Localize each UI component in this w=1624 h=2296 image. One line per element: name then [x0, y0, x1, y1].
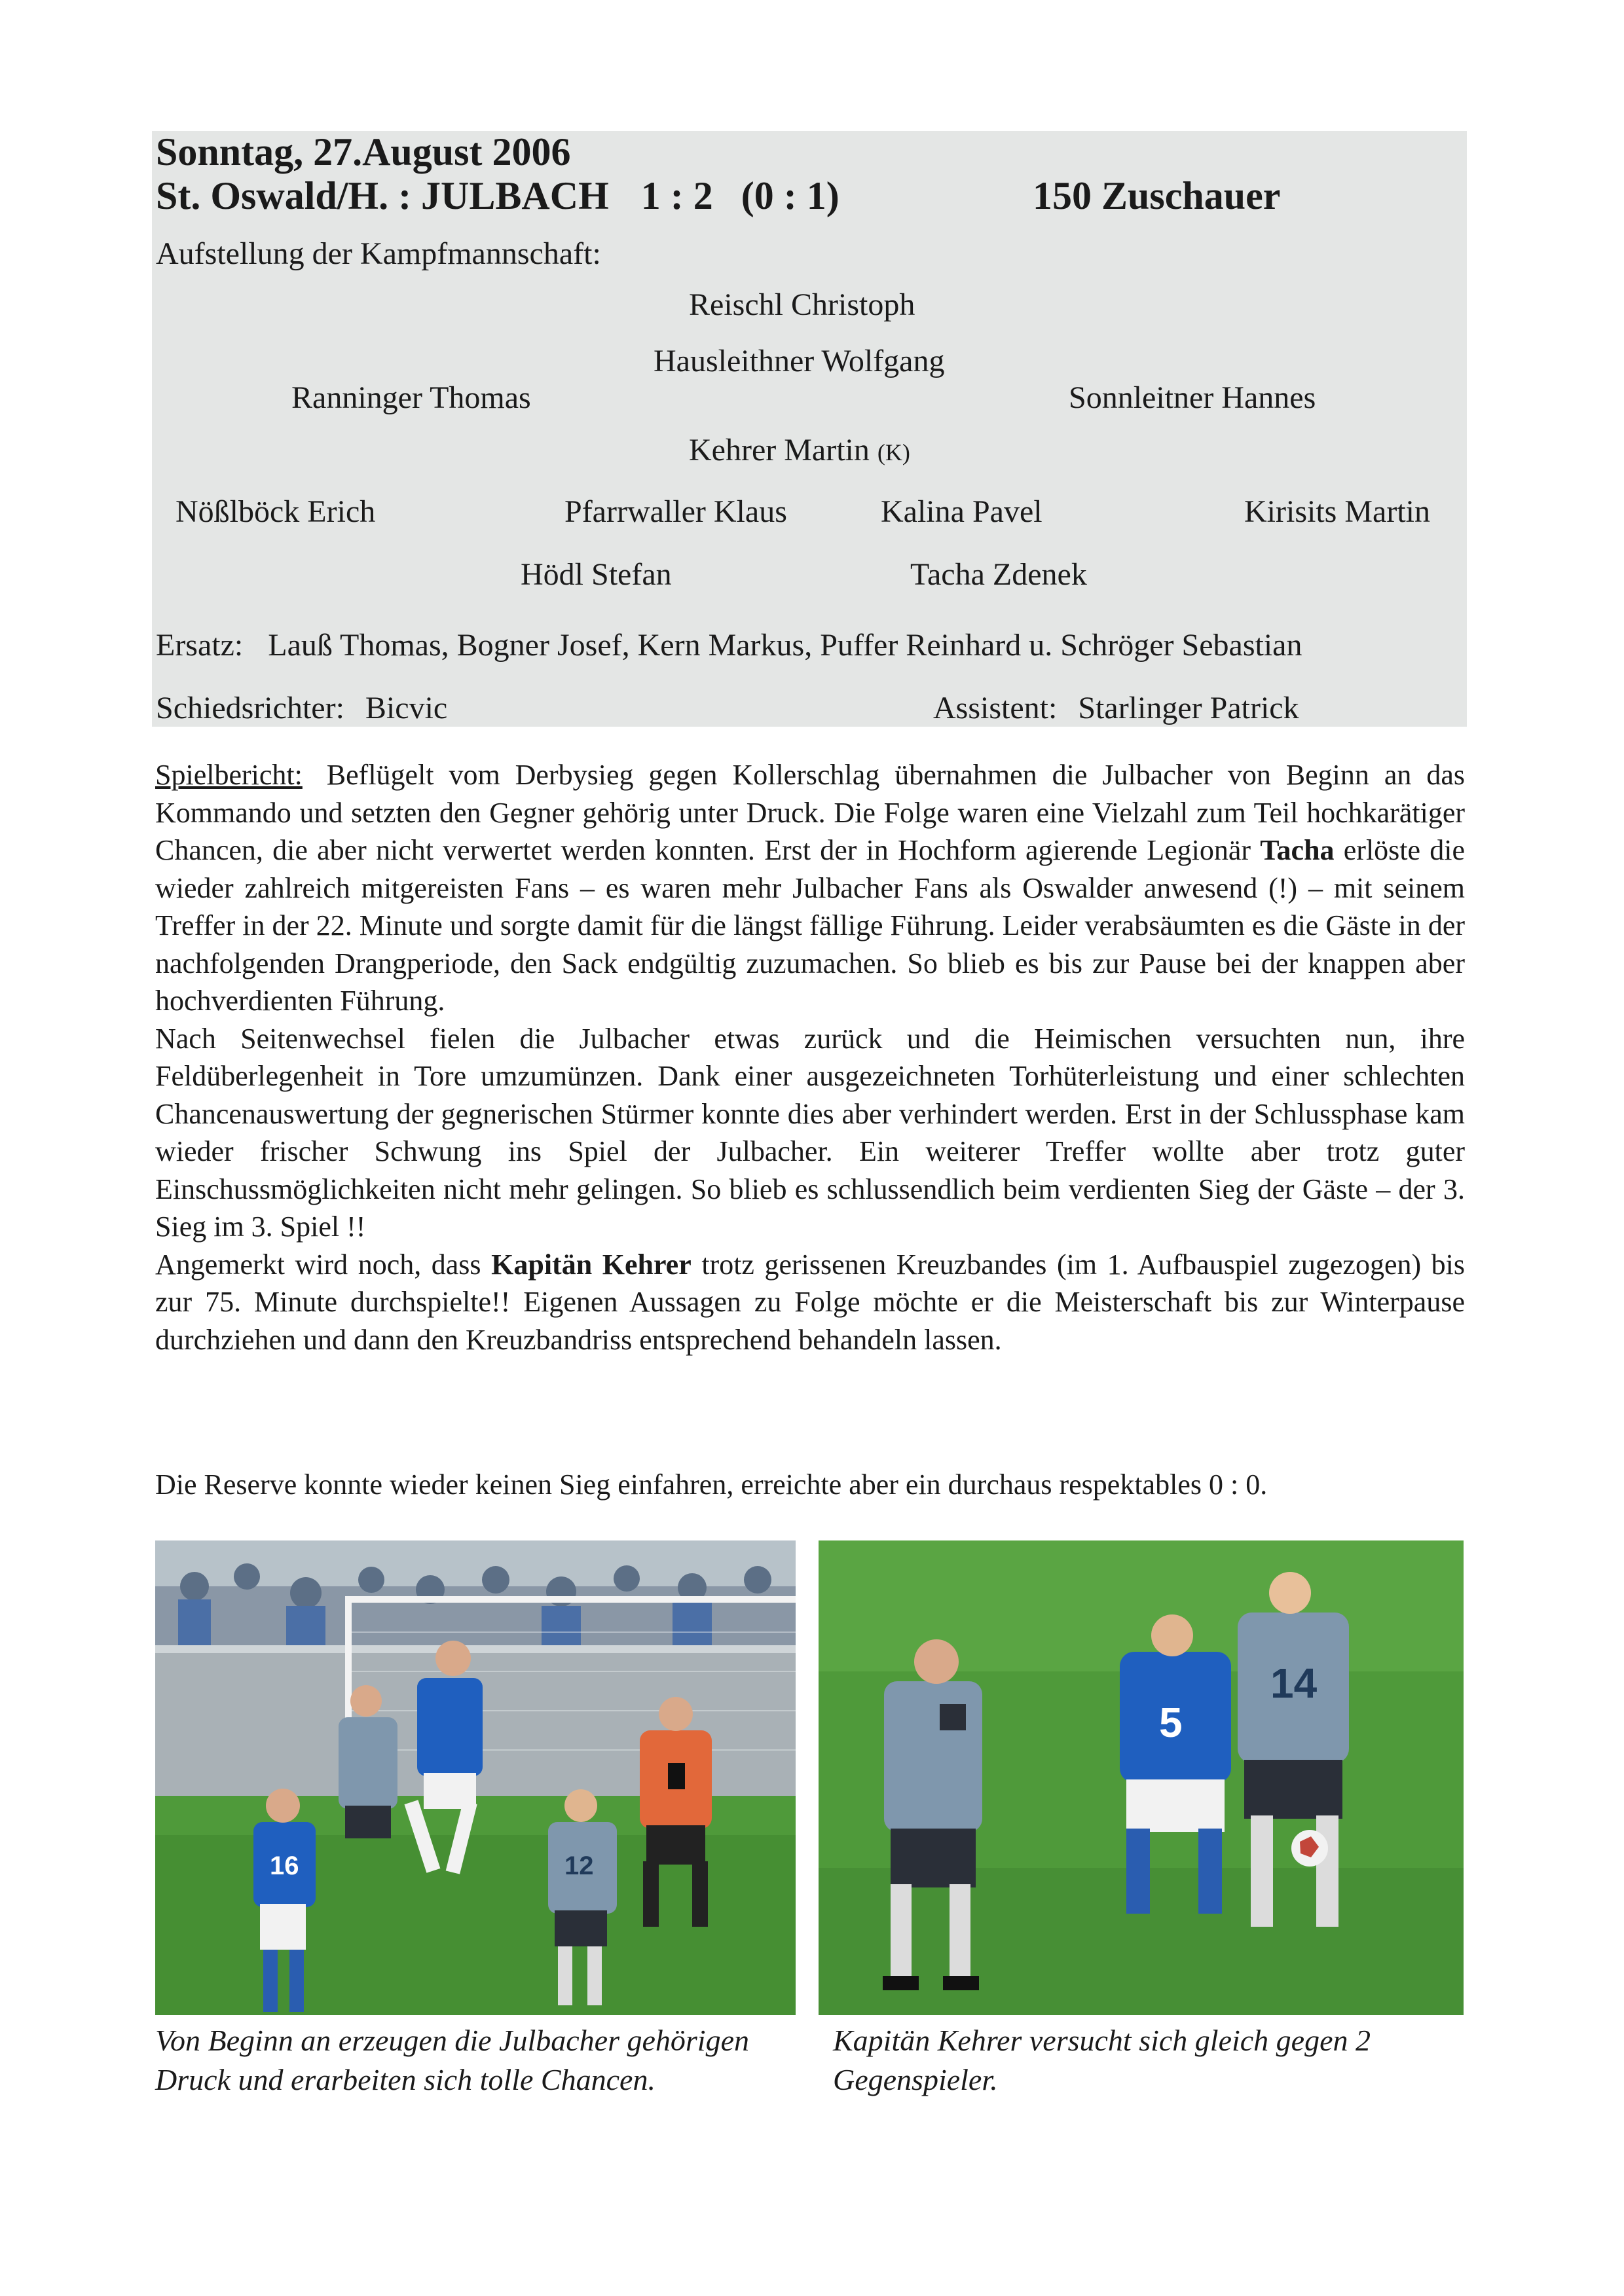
- report-highlight-tacha: Tacha: [1260, 834, 1335, 866]
- player-forward-2: Tacha Zdenek: [910, 557, 1087, 592]
- lineup-title: Aufstellung der Kampfmannschaft:: [156, 236, 601, 271]
- report-paragraph-2: Nach Seitenwechsel fielen die Julbacher etwas zurück und die Heimischen versuchten nun, ihre Feldüberlegenheit in Tore umzumünzen. Dank einer ausgezeichneten Torhüterleistung und einer schlechten Chancenauswertung der gegnerischen Stürmer konnte dies aber verhindert werden. Erst in der Schlussphase kam wieder frischer Schwung ins Spiel der Julbacher. Ein weiterer Treffer wollte aber trotz guter Einschussmöglichkeiten nicht mehr gelingen. So blieb es schlussendlich beim verdienten Sieg der Gäste – der 3. Sieg im 3. Spiel !!: [155, 1022, 1465, 1243]
- player-left-defender: Ranninger Thomas: [291, 380, 531, 415]
- spectator-count: 150 Zuschauer: [1033, 174, 1281, 217]
- shirt-number-14: 14: [1270, 1660, 1318, 1707]
- match-teams: St. Oswald/H. : JULBACH: [156, 174, 609, 217]
- player-mid-4: Kirisits Martin: [1244, 494, 1430, 529]
- photo-caption-2: Kapitän Kehrer versucht sich gleich gegen 2 Gegenspieler.: [833, 2024, 1371, 2096]
- player-sweeper: Hausleithner Wolfgang: [654, 344, 945, 378]
- player-captain: [689, 432, 910, 468]
- reserve-result: Die Reserve konnte wieder keinen Sieg einfahren, erreichte aber ein durchaus respektables 0 : 0.: [155, 1468, 1268, 1501]
- player-forward-1: Hödl Stefan: [521, 557, 672, 592]
- assistant-label: Assistent:: [933, 691, 1058, 725]
- referee-label: Schiedsrichter:: [156, 691, 344, 725]
- substitutes-names: Lauß Thomas, Bogner Josef, Kern Markus, Puffer Reinhard u. Schröger Sebastian: [268, 628, 1302, 663]
- shirt-number-16: 16: [270, 1851, 299, 1880]
- shirt-number-5: 5: [1159, 1699, 1183, 1746]
- shirt-number-12: 12: [564, 1851, 594, 1880]
- assistant-name: Starlinger Patrick: [1078, 691, 1299, 725]
- match-date: Sonntag, 27.August 2006: [156, 130, 571, 173]
- assistant-line: [933, 690, 1299, 726]
- player-right-defender: Sonnleitner Hannes: [1069, 380, 1316, 415]
- player-mid-3: Kalina Pavel: [881, 494, 1043, 529]
- player-goalkeeper: Reischl Christoph: [689, 287, 915, 322]
- referee-line: [156, 690, 447, 726]
- captain-flag: (K): [877, 439, 910, 465]
- match-photo-goalmouth: [155, 1540, 796, 2015]
- report-paragraph-3: [155, 1246, 1465, 1359]
- referee-name: Bicvic: [365, 691, 448, 725]
- match-report: [155, 756, 1465, 1358]
- substitutes-label: Ersatz:: [156, 628, 244, 663]
- report-text-3b: trotz gerissenen Kreuzbandes (im 1. Aufbauspiel zugezogen) bis zur 75. Minute durchspielte!! Eigenen Aussagen zu Folge möchte er die Meisterschaft bis zur Winterpause durchziehen und dann den Kreuzbandriss entsprechend behandeln lassen.: [155, 1248, 1466, 1356]
- report-text-1b: erlöste die wieder zahlreich mitgereisten Fans – es waren mehr Julbacher Fans als Oswalder anwesend (!) – mit seinem Treffer in der 22. Minute und sorgte damit für die längst fällige Führung. Leider verabsäumten es die Gäste in der nachfolgenden Drangperiode, den Sack endgültig zuzumachen. So blieb es bis zur Pause bei der knappen aber hochverdienten Führung.: [155, 834, 1466, 1017]
- report-text-3a: Angemerkt wird noch, dass: [155, 1248, 481, 1281]
- match-photo-captain: [819, 1540, 1464, 2015]
- match-title: [156, 173, 840, 219]
- player-mid-1: Nößlböck Erich: [175, 494, 376, 529]
- photo-caption-1: Von Beginn an erzeugen die Julbacher gehörigen Druck und erarbeiten sich tolle Chancen.: [155, 2024, 749, 2096]
- report-highlight-captain: Kapitän Kehrer: [491, 1248, 692, 1281]
- player-mid-2: Pfarrwaller Klaus: [564, 494, 787, 529]
- report-text-1a: Beflügelt vom Derbysieg gegen Kollerschlag übernahmen die Julbacher von Beginn an das Kommando und setzten den Gegner gehörig unter Druck. Die Folge waren eine Vielzahl zum Teil hochkarätiger Chancen, die aber nicht verwertet werden konnten. Erst der in Hochform agierende Legionär: [155, 759, 1465, 866]
- halftime-score: (0 : 1): [741, 174, 840, 217]
- final-score: 1 : 2: [640, 174, 713, 217]
- report-paragraph-1: [155, 756, 1465, 1020]
- captain-name: Kehrer Martin: [689, 433, 870, 467]
- substitutes-line: [156, 627, 1302, 663]
- report-label: Spielbericht:: [155, 759, 303, 791]
